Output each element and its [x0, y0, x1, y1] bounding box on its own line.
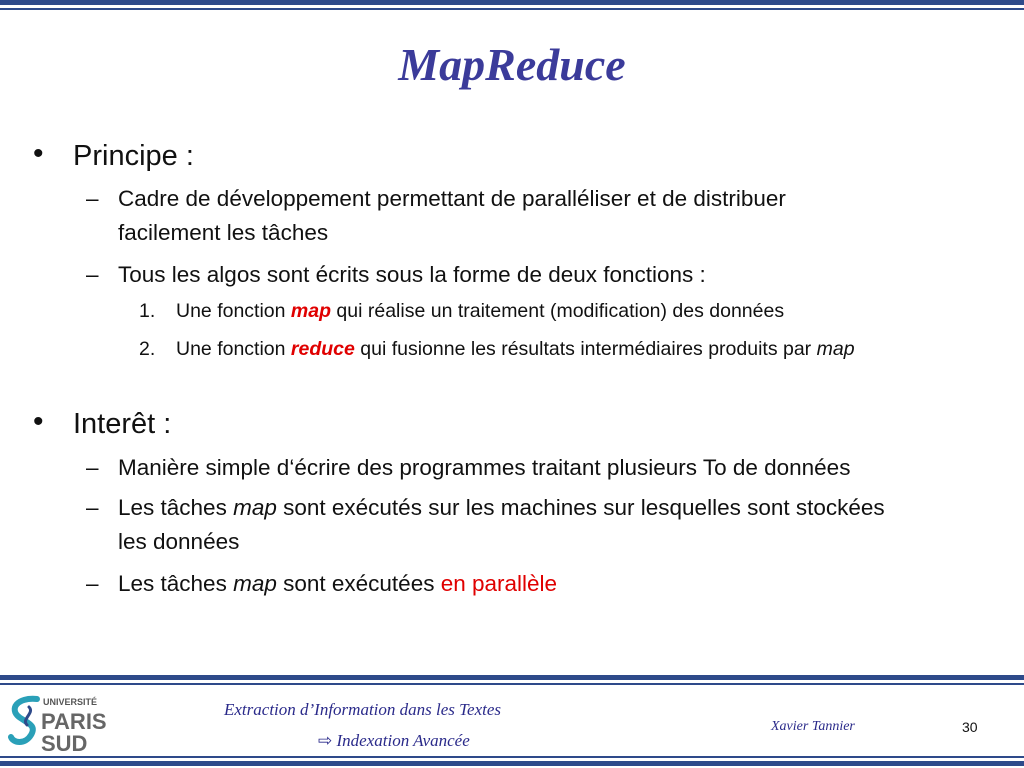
numbered-item-reduce	[139, 338, 855, 361]
keyword-map: map	[290, 300, 332, 322]
dash-icon: –	[86, 262, 99, 287]
item-text-pre: Une fonction	[176, 300, 291, 322]
interet-heading: Interêt :	[73, 408, 172, 440]
logo-line-universite: UNIVERSITÉ	[43, 697, 98, 707]
bullet-interet	[33, 405, 172, 441]
footer-subtitle: Indexation Avancée	[336, 731, 470, 750]
footer-bottom-line	[0, 756, 1024, 758]
bullet-dot-icon: •	[33, 137, 44, 170]
dash-icon: –	[86, 186, 99, 211]
slide-title: MapReduce	[398, 39, 626, 90]
footer-top-bar	[0, 675, 1024, 680]
top-border-bar	[0, 0, 1024, 5]
item-text-em: map	[233, 571, 277, 596]
item-text-post: qui fusionne les résultats intermédiaires produits par	[354, 338, 817, 360]
university-logo-graphic	[7, 693, 111, 755]
logo-line-sud: SUD	[41, 731, 88, 755]
page-number: 30	[962, 719, 978, 735]
sub-item-algos-text: Tous les algos sont écrits sous la forme de deux fonctions :	[118, 262, 706, 287]
sub-item-cadre-line1: Cadre de développement permettant de paralléliser et de distribuer	[118, 186, 786, 211]
item-text-highlight: en parallèle	[440, 571, 558, 596]
item-text-pre: Une fonction	[176, 338, 291, 360]
footer-author: Xavier Tannier	[771, 719, 855, 734]
dash-icon: –	[86, 495, 99, 520]
footer-subtitle-row	[318, 731, 470, 751]
sub-item-maniere-text: Manière simple d‘écrire des programmes traitant plusieurs To de données	[118, 455, 851, 480]
bullet-dot-icon: •	[33, 405, 44, 438]
item-text-post: qui réalise un traitement (modification) des données	[331, 300, 785, 322]
sub-item-cadre-line2: facilement les tâches	[118, 220, 329, 245]
university-logo	[7, 693, 111, 755]
item-text-post: sont exécutées	[276, 571, 441, 596]
sub-item-taches-executes	[86, 491, 998, 559]
footer-bottom-bar	[0, 761, 1024, 766]
keyword-reduce: reduce	[290, 338, 355, 360]
item-number: 1.	[139, 300, 156, 322]
principe-heading: Principe :	[73, 140, 194, 172]
item-text-em: map	[233, 495, 277, 520]
item-text-pre: Les tâches	[118, 571, 234, 596]
bullet-principe	[33, 137, 194, 173]
item-number: 2.	[139, 338, 156, 360]
logo-line-paris: PARIS	[41, 709, 107, 734]
footer-course-title: Extraction d’Information dans les Textes	[224, 700, 502, 719]
dash-icon: –	[86, 455, 99, 480]
item-text-pre: Les tâches	[118, 495, 234, 520]
top-border-line	[0, 8, 1024, 10]
numbered-item-map	[139, 300, 785, 323]
footer-top-line	[0, 683, 1024, 685]
item-text-line2: les données	[118, 529, 240, 554]
sub-item-maniere	[86, 451, 998, 485]
item-text-post: sont exécutés sur les machines sur lesquelles sont stockées	[276, 495, 885, 520]
sub-item-algos	[86, 258, 998, 292]
dash-icon: –	[86, 571, 99, 596]
sub-item-cadre	[86, 182, 998, 250]
sub-item-taches-parallele	[86, 567, 998, 601]
arrow-right-icon: ⇨	[318, 731, 333, 750]
item-text-em: map	[816, 338, 855, 360]
